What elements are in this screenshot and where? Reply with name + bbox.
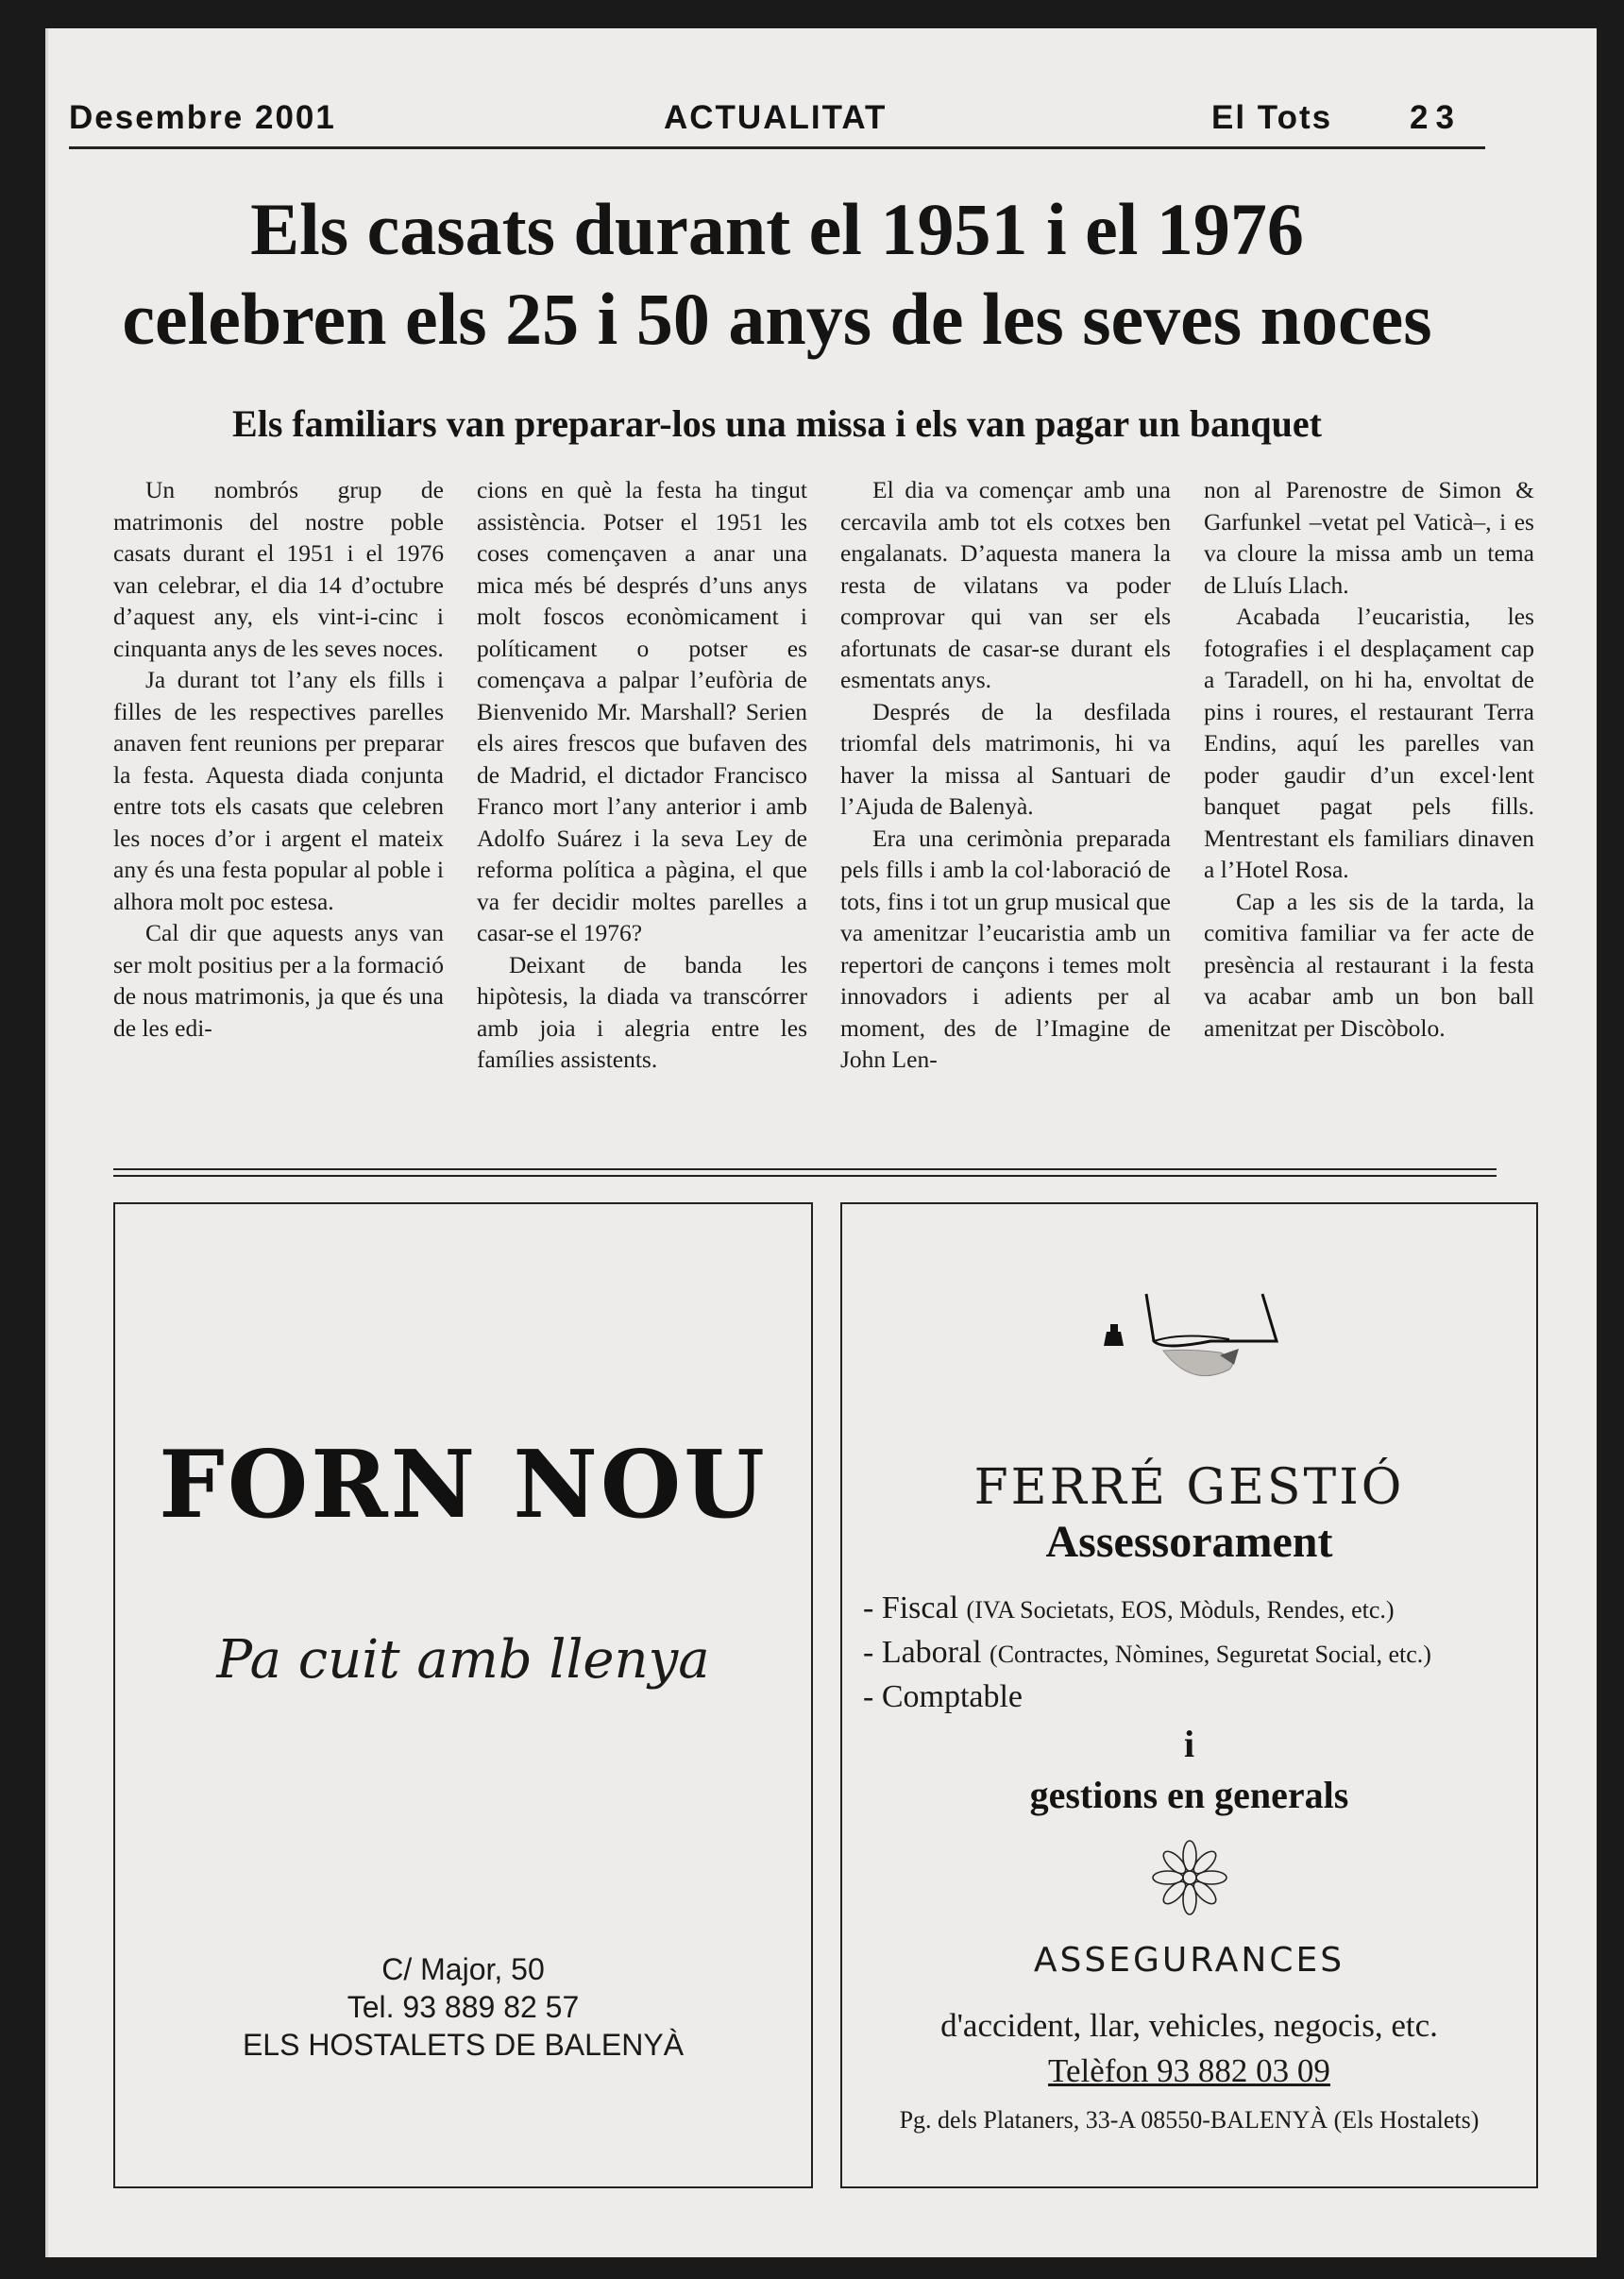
header-date: Desembre 2001 xyxy=(69,99,336,136)
paragraph: Era una cerimònia preparada pels fills i amb la col·laboració de tots, fins i tot un grup musical que va amenitzar l’eucaristia amb un repertori de cançons i temes molt innovadors i adients per al moment, des de l’Imagine de John Len- xyxy=(840,824,1171,1073)
article-title-line1: Els casats durant el 1951 i el 1976 xyxy=(250,188,1304,270)
article-column-4 xyxy=(1204,474,1534,1044)
service-name: - Laboral xyxy=(863,1635,982,1670)
ad-forn-slogan: Pa cuit amb llenya xyxy=(216,1629,710,1691)
service-detail: (IVA Societats, EOS, Mòduls, Rendes, etc.) xyxy=(966,1596,1395,1624)
paragraph: Cap a les sis de la tarda, la comitiva familiar va fer acte de presència al restaurant i la festa va acabar amb un bon ball amenitzat per Discòbolo. xyxy=(1204,887,1534,1042)
paragraph: cions en què la festa ha tingut assistència. Potser el 1951 les coses començaven a anar una mica més bé després d’uns anys molt foscos econòmicament i políticament o potser es començava a palpar l’eufòria de Bienvenido Mr. Marshall? Serien els aires frescos que bufaven des de Madrid, el dictador Francisco Franco mort l’any anterior i amb Adolfo Suárez i la seva Ley de reforma política a pàgina, el que va fer decidir moltes parelles a casar-se el 1976? xyxy=(477,476,807,946)
ad-ferre-insurance-desc: d'accident, llar, vehicles, negocis, etc. xyxy=(940,2007,1438,2044)
paragraph: Cal dir que aquests anys van ser molt positius per a la formació de nous matrimonis, ja que és una de les edi- xyxy=(113,919,444,1042)
header-publication: El Tots xyxy=(1211,99,1333,136)
paragraph: Ja durant tot l’any els fills i filles de les respectives parelles anaven fent reunions per preparar la festa. Aquesta diada conjunta entre tots els casats que celebren les noces d’or i argent el mateix any és una festa popular al poble i alhora molt poc estesa. xyxy=(113,666,444,915)
article-title xyxy=(69,184,1485,364)
ad-ferre-subtitle: Assessorament xyxy=(1045,1517,1333,1567)
paragraph: Després de la desfilada triomfal dels matrimonis, hi va haver la missa al Santuari de l’Ajuda de Balenyà. xyxy=(840,697,1171,820)
paragraph: Deixant de banda les hipòtesis, la diada va transcórrer amb joia i alegria entre les famílies assistents. xyxy=(477,950,807,1073)
service-detail: (Contractes, Nòmines, Seguretat Social, etc.) xyxy=(990,1641,1431,1668)
article-column-2 xyxy=(477,474,807,1076)
service-item xyxy=(863,1587,1524,1631)
article-title-line2: celebren els 25 i 50 anys de les seves noces xyxy=(122,278,1432,360)
service-item xyxy=(863,1631,1524,1675)
service-item xyxy=(863,1675,1524,1718)
ad-forn-address: C/ Major, 50 xyxy=(381,1952,545,1986)
ad-ferre-insurance: ASSEGURANCES xyxy=(1033,1941,1345,1980)
ad-ferre-management: gestions en generals xyxy=(1029,1774,1349,1816)
desk-lamp-logo-icon xyxy=(1088,1275,1295,1417)
header-rule xyxy=(69,146,1485,149)
section-divider xyxy=(113,1168,1497,1177)
ad-ferre-conjunction: i xyxy=(1183,1723,1195,1765)
ad-ferre-name: FERRÉ GESTIÓ xyxy=(973,1459,1405,1516)
header-page-number: 23 xyxy=(1410,99,1462,136)
ad-ferre-services xyxy=(863,1587,1524,1718)
paragraph: El dia va començar amb una cercavila amb tot els cotxes ben engalanats. D’aquesta manera la resta de vilatans va poder comprovar qui van ser els afortunats de casar-se durant els esmentats anys. xyxy=(840,476,1171,693)
article-column-3 xyxy=(840,474,1171,1076)
ad-ferre-address: Pg. dels Plataners, 33-A 08550-BALENYÀ (Els Hostalets) xyxy=(899,2106,1480,2134)
article-subtitle: Els familiars van preparar-los una missa i els van pagar un banquet xyxy=(232,402,1322,445)
header-section: ACTUALITAT xyxy=(664,99,888,136)
ad-ferre-gestio xyxy=(840,1202,1538,2188)
ad-ferre-phone: Telèfon 93 882 03 09 xyxy=(1048,2052,1330,2089)
service-name: - Comptable xyxy=(863,1679,1023,1714)
article-column-1 xyxy=(113,474,444,1044)
ad-forn-contact xyxy=(115,1950,811,2064)
paragraph: Un nombrós grup de matrimonis del nostre poble casats durant el 1951 i el 1976 van celebrar, el dia 14 d’octubre d’aquest any, els vint-i-cinc i cinquanta anys de les seves noces. xyxy=(113,476,444,662)
ad-forn-name: FORN NOU xyxy=(159,1431,768,1539)
ad-forn-nou xyxy=(113,1202,813,2188)
flower-icon xyxy=(1147,1835,1232,1920)
paragraph: non al Parenostre de Simon & Garfunkel –vetat pel Vaticà–, i es va cloure la missa amb un tema de Lluís Llach. xyxy=(1204,476,1534,599)
page-header xyxy=(69,80,1485,146)
ad-forn-phone: Tel. 93 889 82 57 xyxy=(347,1990,580,2024)
ad-forn-town: ELS HOSTALETS DE BALENYÀ xyxy=(242,2028,685,2062)
service-name: - Fiscal xyxy=(863,1590,959,1625)
paragraph: Acabada l’eucaristia, les fotografies i el desplaçament cap a Taradell, on hi ha, envoltat de pins i roures, el restaurant Terra Endins, aquí les parelles van poder gaudir d’un excel·lent banquet pagat pels fills. Mentrestant els familiars dinaven a l’Hotel Rosa. xyxy=(1204,603,1534,883)
